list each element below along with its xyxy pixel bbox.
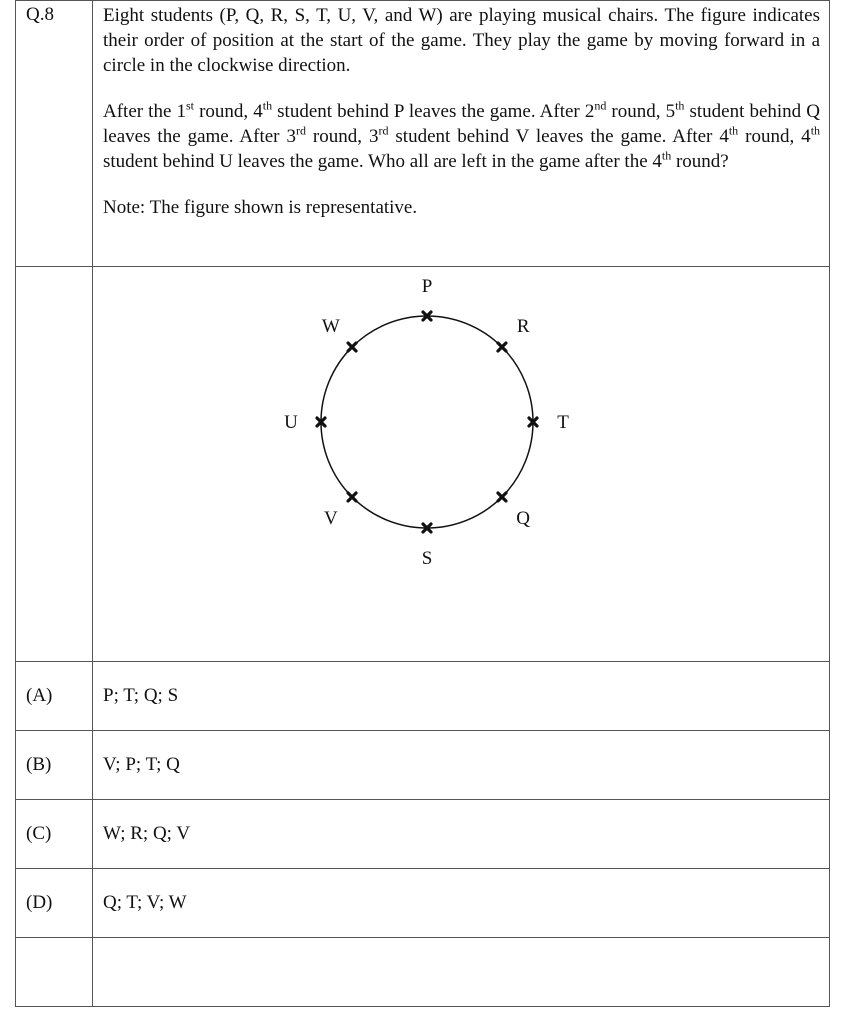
superscript: th <box>262 98 273 113</box>
question-number: Q.8 <box>26 4 54 25</box>
text-run: student behind Q leaves the game. After 3 <box>103 101 820 147</box>
student-label-v: V <box>323 508 338 530</box>
question-note: Note: The figure shown is representative. <box>103 197 418 218</box>
student-label-u: U <box>284 412 298 433</box>
text-run: round, 3 <box>305 126 379 147</box>
superscript: th <box>810 123 821 138</box>
question-row <box>16 1 830 267</box>
option-label-cell <box>16 800 93 869</box>
option-d-label: (D) <box>26 892 53 913</box>
student-marker-w <box>348 343 356 351</box>
question-table <box>15 0 830 1007</box>
option-label-cell <box>16 869 93 938</box>
text-run: round, 5 <box>606 101 676 122</box>
superscript: st <box>185 98 194 113</box>
text-run: After the 1 <box>103 101 186 122</box>
option-row-b[interactable] <box>16 731 830 800</box>
superscript: nd <box>594 98 607 113</box>
text-run: student behind V leaves the game. After 4 <box>388 126 729 147</box>
text-run: round, 4 <box>738 126 811 147</box>
option-row-c[interactable] <box>16 800 830 869</box>
figure-cell <box>93 267 830 662</box>
text-run: student behind U leaves the game. Who all are left in the game after the 4 <box>103 151 662 172</box>
option-d-text: Q; T; V; W <box>103 892 187 913</box>
student-label-s: S <box>421 548 433 569</box>
text-run: round? <box>671 151 729 172</box>
option-text-cell <box>93 869 830 938</box>
option-label-cell <box>16 662 93 731</box>
option-text-cell <box>93 731 830 800</box>
question-number-cell <box>16 1 93 267</box>
superscript: th <box>675 98 685 113</box>
student-markers <box>284 276 569 569</box>
option-row-d[interactable] <box>16 869 830 938</box>
student-marker-r <box>498 343 506 351</box>
student-marker-v <box>348 493 356 501</box>
option-b-text: V; P; T; Q <box>103 754 180 775</box>
empty-cell <box>16 938 93 1007</box>
option-c-label: (C) <box>26 823 52 844</box>
empty-row <box>16 938 830 1007</box>
student-label-p: P <box>421 276 433 297</box>
option-label-cell <box>16 731 93 800</box>
superscript: th <box>661 148 672 163</box>
option-c-text: W; R; Q; V <box>103 823 191 844</box>
student-marker-q <box>498 493 506 501</box>
question-text-cell <box>93 1 830 267</box>
option-text-cell <box>93 800 830 869</box>
question-paragraph-2 <box>93 99 829 174</box>
figure-label-cell <box>16 267 93 662</box>
superscript: rd <box>378 123 389 138</box>
text-run: round, 4 <box>193 101 263 122</box>
option-text-cell <box>93 662 830 731</box>
option-a-label: (A) <box>26 685 53 706</box>
empty-cell <box>93 938 830 1007</box>
option-b-label: (B) <box>26 754 52 775</box>
student-label-r: R <box>516 315 530 337</box>
student-label-w: W <box>321 315 340 337</box>
student-label-q: Q <box>516 508 531 530</box>
figure-row <box>16 267 830 662</box>
question-paragraph-1: Eight students (P, Q, R, S, T, U, V, and W) are playing musical chairs. The figure indicates their order of position at the start of the game. They play the game by moving forward in a circle in the clockwise direction. <box>103 5 820 76</box>
text-run: student behind P leaves the game. After 2 <box>272 101 595 122</box>
student-label-t: T <box>557 412 569 433</box>
option-a-text: P; T; Q; S <box>103 685 179 706</box>
superscript: rd <box>295 123 306 138</box>
circle-figure <box>93 267 830 660</box>
superscript: th <box>728 123 739 138</box>
option-row-a[interactable] <box>16 662 830 731</box>
